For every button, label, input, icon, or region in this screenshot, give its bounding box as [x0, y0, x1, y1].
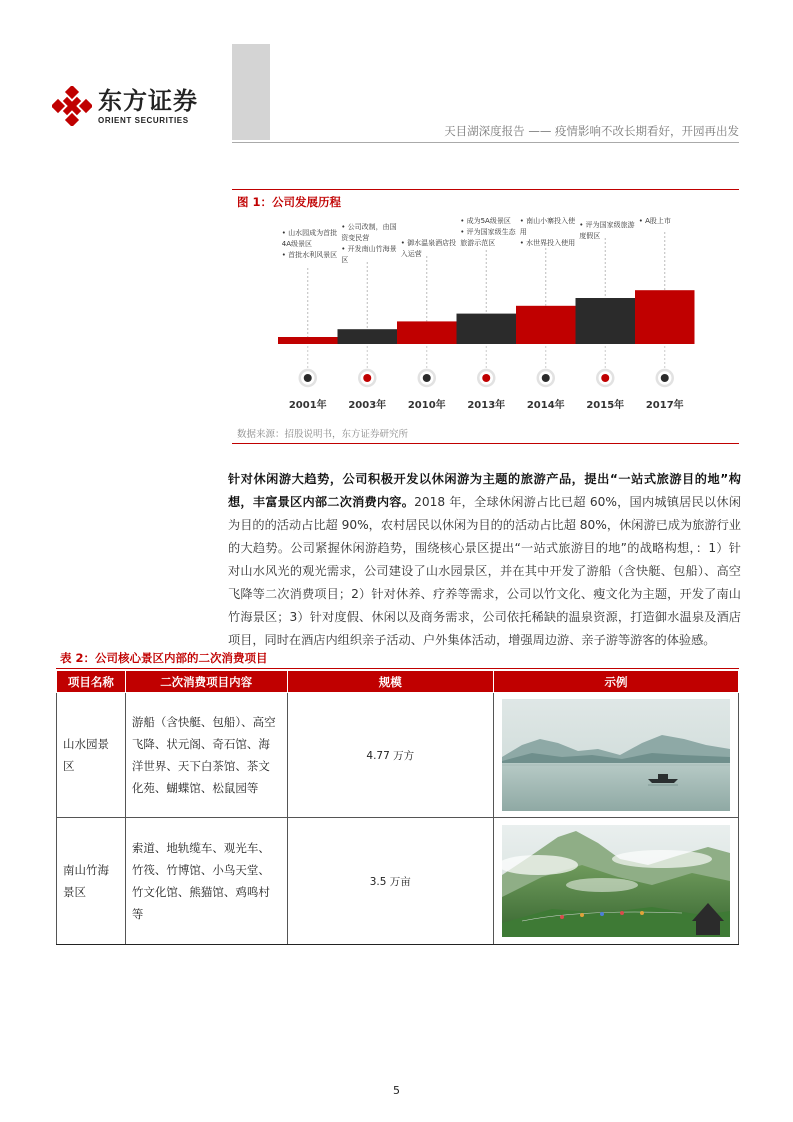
timeline-dot	[304, 374, 312, 382]
timeline-bar	[576, 298, 636, 344]
timeline-year-label: 2013年	[467, 400, 506, 411]
figure-title: 图 1：公司发展历程	[237, 195, 342, 209]
timeline-bar	[338, 329, 398, 344]
table-title: 表 2：公司核心景区内部的二次消费项目	[60, 651, 268, 665]
timeline-year-label: 2010年	[407, 400, 446, 411]
timeline-dot	[661, 374, 669, 382]
development-timeline-chart	[272, 212, 712, 422]
figure-top-rule	[232, 189, 739, 190]
row-photo-cell	[493, 693, 738, 818]
report-title: 天目湖深度报告 —— 疫情影响不改长期看好，开园再出发	[444, 124, 739, 138]
row-photo-cell	[493, 818, 738, 945]
timeline-milestone-text: • 山水园成为首批4A级景区 • 首批水利风景区	[281, 229, 338, 259]
timeline-milestone-text: • 御水温泉酒店投入运营	[400, 239, 457, 258]
table-top-rule	[56, 668, 739, 669]
timeline-bar	[457, 314, 517, 344]
orient-securities-logo-icon	[52, 86, 92, 126]
figure-source: 数据来源：招股说明书，东方证券研究所	[237, 429, 409, 440]
table-row	[57, 818, 739, 945]
timeline-dot	[363, 374, 371, 382]
timeline-year-label: 2003年	[348, 400, 387, 411]
row-content: 游船（含快艇、包船）、高空飞降、状元阁、奇石馆、海洋世界、天下白茶馆、茶文化苑、蝴蝶馆、松鼠园等	[125, 693, 287, 818]
timeline-year-label: 2014年	[526, 400, 565, 411]
paragraph-lead: 针对休闲游大趋势，公司积极开发以休闲游为主题的旅游产品，提出“一站式旅游目的地”构想，丰富景区内部二次消费内容。	[228, 472, 741, 509]
body-paragraph	[228, 468, 741, 652]
header-project-name: 项目名称	[57, 671, 126, 693]
row-name: 南山竹海景区	[57, 818, 126, 945]
header-divider	[232, 142, 739, 143]
timeline-dot	[423, 374, 431, 382]
timeline-dot	[601, 374, 609, 382]
header-example: 示例	[493, 671, 738, 693]
timeline-milestone-text: • A股上市	[638, 217, 671, 225]
timeline-bar	[278, 337, 338, 344]
timeline-milestone-text: • 成为5A级景区 • 评为国家级生态旅游示范区	[460, 217, 516, 247]
secondary-consumption-table	[56, 670, 739, 945]
timeline-year-label: 2015年	[586, 400, 625, 411]
bamboo-forest-mountain-image	[502, 825, 730, 937]
header-scale: 规模	[287, 671, 493, 693]
timeline-dot	[542, 374, 550, 382]
figure-bottom-rule	[232, 443, 739, 444]
logo-chinese-name: 东方证券	[98, 87, 198, 115]
header-content: 二次消费项目内容	[125, 671, 287, 693]
row-content: 索道、地轨缆车、观光车、竹筏、竹博馆、小鸟天堂、竹文化馆、熊猫馆、鸡鸣村等	[125, 818, 287, 945]
timeline-milestone-text: • 公司改制，由国资变民营 • 开发南山竹海景区	[341, 223, 397, 264]
row-scale: 3.5 万亩	[287, 818, 493, 945]
timeline-bar	[397, 321, 457, 344]
logo-english-name: ORIENT SECURITIES	[98, 116, 189, 125]
timeline-bar	[635, 290, 695, 344]
timeline-dot	[482, 374, 490, 382]
header-gray-block	[232, 44, 270, 140]
timeline-year-label: 2017年	[645, 400, 684, 411]
paragraph-body: 2018 年，全球休闲游占比已超 60%，国内城镇居民以休闲为目的的活动占比超 90%，农村居民以休闲为目的的活动占比超 80%，休闲游已成为旅游行业的大趋势。公司紧握休闲游趋势，围绕核心景区提出“一站式旅游目的地”的战略构想，：1）针对山水风光的观光需求，公司建设了山水园景区，并在其中开发了游船（含快艇、包船）、高空飞降等二次消费项目；2）针对休养、疗养等需求，公司以竹文化、瘦文化为主题，开发了南山竹海景区；3）针对度假、休闲以及商务需求，公司依托稀缺的温泉资源，打造御水温泉及酒店项目，同时在酒店内组织亲子活动、户外集体活动，增强周边游、亲子游等游客的体验感。	[228, 495, 741, 647]
row-scale: 4.77 万方	[287, 693, 493, 818]
table-row	[57, 693, 739, 818]
timeline-bar	[516, 306, 576, 344]
page-number: 5	[393, 1084, 400, 1097]
company-logo	[52, 86, 232, 136]
row-name: 山水园景区	[57, 693, 126, 818]
timeline-milestone-text: • 评为国家级旅游度假区	[579, 221, 635, 240]
lake-landscape-image	[502, 699, 730, 811]
table-header-row	[57, 671, 739, 693]
timeline-year-label: 2001年	[288, 400, 327, 411]
timeline-milestone-text: • 南山小寨投入使用 • 水世界投入使用	[519, 217, 576, 247]
